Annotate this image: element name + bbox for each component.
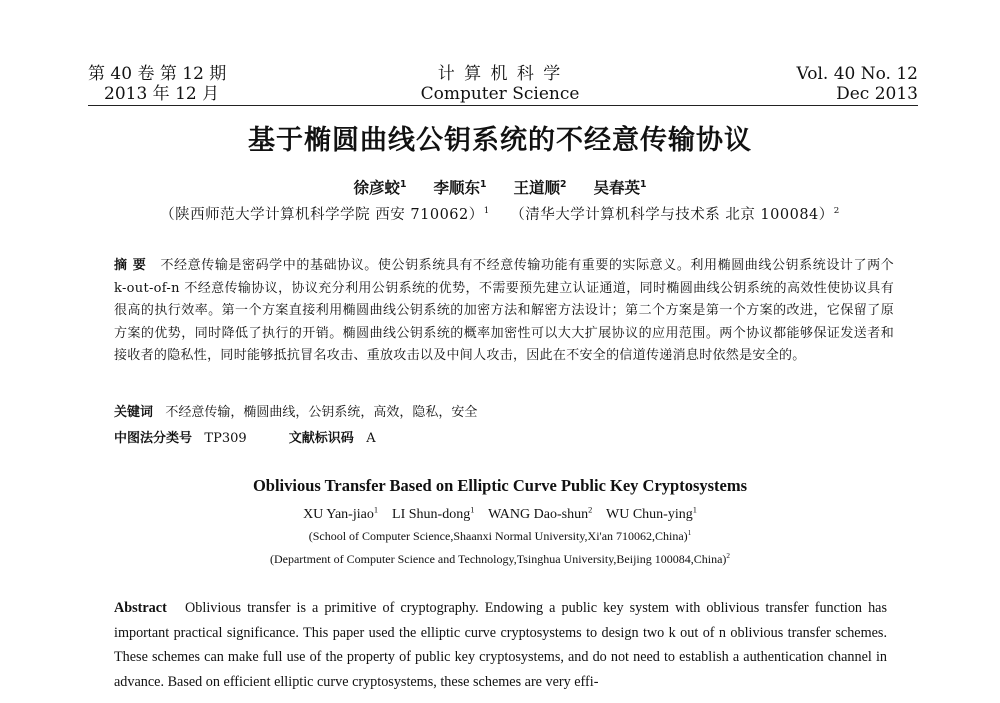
- abstract-en-text: Oblivious transfer is a primitive of cryptography. Endowing a public key system with oblivious transfer function has important practical significance. This paper used the elliptic curve cryptosystems to design two k out of n oblivious transfer schemes. These schemes can make full use of the property of public key cryptosystems, and do not need to establish a authentication channel in advance. Based on efficient elliptic curve cryptosystems, these schemes are very effi-: [114, 600, 888, 690]
- classification: [114, 427, 376, 446]
- affiliation-cn-1: （陕西师范大学计算机科学学院 西安 710062）: [160, 207, 484, 223]
- affiliation-sup: 2: [726, 552, 731, 560]
- affiliation-en-2-text: (Department of Computer Science and Technology,Tsinghua University,Beijing 100084,China): [269, 552, 727, 566]
- journal-name-cn: 计 算 机 科 学: [437, 64, 563, 84]
- classification-value: TP309: [204, 431, 247, 446]
- affiliation-sup: 1: [483, 206, 490, 217]
- classification-label: 中图法分类号: [114, 431, 193, 446]
- author-en: WU Chun-ying: [606, 507, 693, 522]
- keywords-text: 不经意传输，椭圆曲线，公钥系统，高效，隐私，安全: [165, 405, 478, 420]
- paper-title-cn: 基于椭圆曲线公钥系统的不经意传输协议: [248, 125, 752, 156]
- abstract-cn-text: 不经意传输是密码学中的基础协议。使公钥系统具有不经意传输功能有重要的实际意义。利用椭圆曲线公钥系统设计了两个 k-out-of-n 不经意传输协议，协议充分利用公钥系统的优势，不需要预先建立认证通道，同时椭圆曲线公钥系统的高效性使协议具有很高的执行效率。第一个方案直接利用椭圆曲线公钥系统的加密方法和解密方法设计；第二个方案是第一个方案的改进，它保留了原方案的优势，同时降低了执行的开销。椭圆曲线公钥系统的概率加密性可以大大扩展协议的应用范围。两个协议都能够保证发送者和接收者的隐私性，同时能够抵抗冒名攻击、重放攻击以及中间人攻击，因此在不安全的信道传递消息时依然是安全的。: [114, 258, 894, 363]
- affiliation-sup: 1: [687, 529, 692, 537]
- author-cn: 王道顺: [513, 179, 560, 197]
- author-sup: 1: [639, 178, 647, 190]
- date-en: Dec 2013: [836, 84, 918, 104]
- author-sup: 1: [480, 178, 487, 190]
- affiliation-en-2: [0, 552, 1000, 567]
- affiliation-en-1-text: (School of Computer Science,Shaanxi Normal University,Xi'an 710062,China): [308, 529, 688, 543]
- author-cn: 李顺东: [433, 179, 481, 197]
- journal-volume-info-en: [797, 64, 918, 104]
- author-sup: 1: [373, 505, 379, 515]
- affiliation-sup: 2: [833, 206, 840, 217]
- authors-en: [0, 507, 1000, 523]
- author-sup: 1: [400, 178, 407, 190]
- volume-en: Vol. 40 No. 12: [796, 64, 918, 84]
- author-en: XU Yan-jiao: [303, 507, 374, 522]
- journal-name-en: Computer Science: [420, 84, 580, 104]
- author-en: WANG Dao-shun: [488, 507, 589, 522]
- keywords-label: 关键词: [114, 405, 154, 420]
- doc-code-label: 文献标识码: [288, 431, 354, 446]
- abstract-en-label: Abstract: [114, 600, 167, 616]
- author-sup: 2: [588, 505, 593, 515]
- doc-code-value: A: [366, 431, 376, 446]
- author-sup: 1: [692, 505, 697, 515]
- header-rule: [88, 105, 918, 106]
- author-cn: 徐彦蛟: [353, 179, 401, 197]
- authors-cn: [0, 176, 1000, 198]
- paper-title-en: Oblivious Transfer Based on Elliptic Curve Public Key Cryptosystems: [252, 476, 748, 495]
- author-sup: 2: [560, 178, 567, 190]
- keywords-cn: [114, 401, 477, 420]
- volume-issue: 第 40 卷 第 12 期: [88, 64, 227, 84]
- abstract-en: [114, 596, 887, 694]
- abstract-cn-label: 摘 要: [114, 258, 147, 273]
- affiliation-en-1: [0, 529, 1000, 544]
- year-month: 2013 年 12 月: [104, 84, 220, 104]
- affiliation-cn-2: （清华大学计算机科学与技术系 北京 100084）: [510, 207, 834, 223]
- author-sup: 1: [470, 505, 475, 515]
- author-cn: 吴春英: [593, 179, 640, 197]
- abstract-cn: [114, 255, 894, 368]
- affiliations-cn: [0, 203, 1000, 224]
- author-en: LI Shun-dong: [392, 507, 471, 522]
